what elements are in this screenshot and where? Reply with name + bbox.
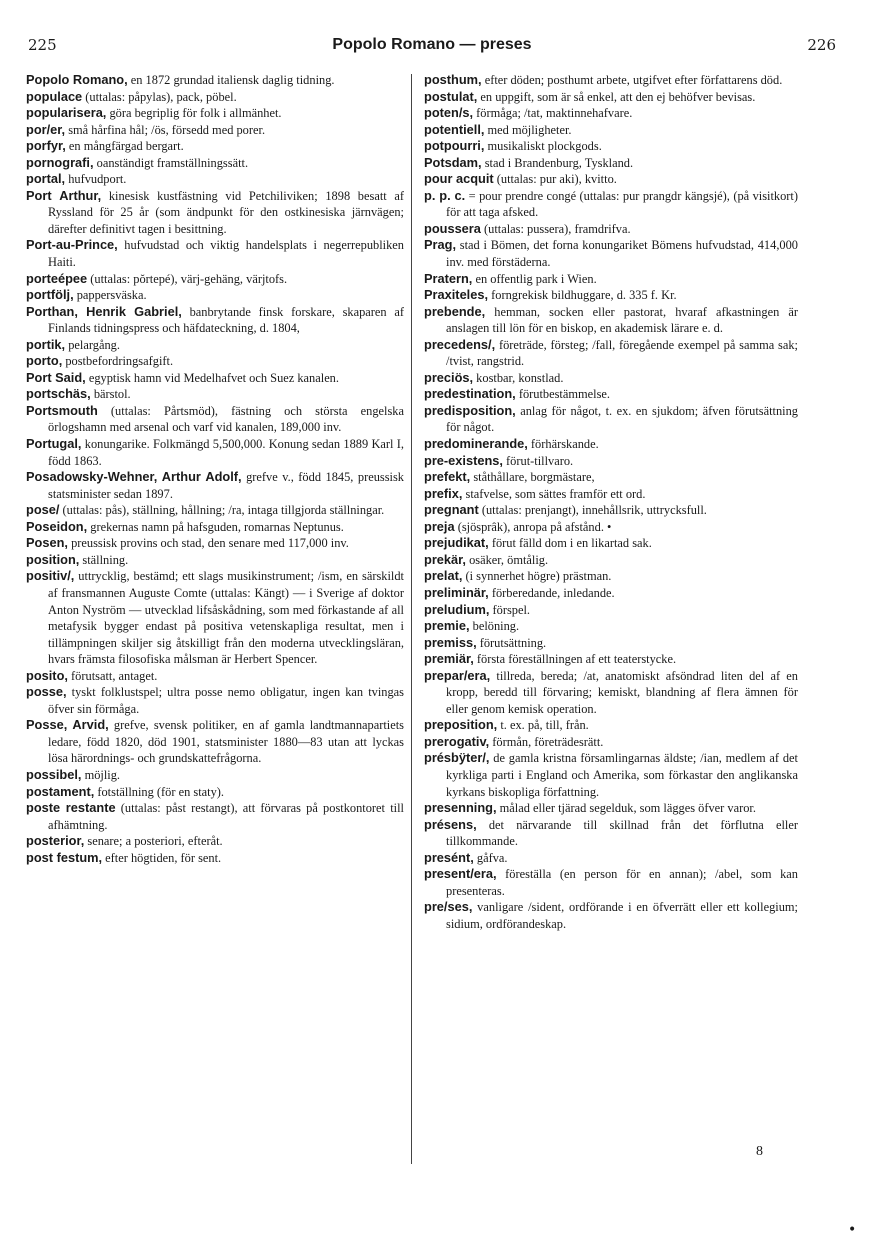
entry-headword: presént, bbox=[424, 849, 474, 865]
entry-headword: porteépee bbox=[26, 270, 88, 286]
entry-definition: möjlig. bbox=[81, 767, 121, 782]
dictionary-entry bbox=[424, 486, 798, 503]
entry-headword: predominerande, bbox=[424, 436, 528, 452]
entry-headword: pornografi, bbox=[26, 154, 94, 170]
entry-headword: preja bbox=[424, 518, 455, 534]
entry-headword: predisposition, bbox=[424, 402, 516, 418]
page-title: Popolo Romano — preses bbox=[332, 36, 532, 53]
dictionary-entry bbox=[26, 337, 404, 354]
dictionary-entry bbox=[424, 635, 798, 652]
entry-definition: företräde, försteg; /fall, föregående exempel på samma sak; /tvist, rangstrid. bbox=[446, 337, 798, 369]
dictionary-entry bbox=[26, 767, 404, 784]
entry-headword: populace bbox=[26, 88, 83, 104]
dictionary-entry bbox=[26, 850, 404, 867]
dictionary-entry bbox=[26, 122, 404, 139]
entry-headword: poste restante bbox=[26, 800, 116, 816]
entry-definition: stad i Brandenburg, Tyskland. bbox=[481, 155, 634, 170]
entry-headword: poten/s, bbox=[424, 105, 474, 121]
entry-headword: popularisera, bbox=[26, 105, 107, 121]
entry-definition: (sjösprâk), anropa på afstånd. • bbox=[454, 519, 612, 534]
entry-definition: (uttalas: pŏrtepé), värj-gehäng, värjtofs. bbox=[87, 271, 288, 286]
dictionary-entry bbox=[26, 72, 404, 89]
entry-definition: ställning. bbox=[79, 552, 129, 567]
dictionary-entry bbox=[424, 237, 798, 270]
entry-definition: förmåga; /tat, maktinnehafvare. bbox=[473, 106, 633, 121]
entry-headword: premie, bbox=[424, 618, 470, 634]
dictionary-entry bbox=[26, 535, 404, 552]
entry-headword: pregnant bbox=[424, 502, 479, 518]
entry-headword: pose/ bbox=[26, 502, 60, 518]
dictionary-entry bbox=[26, 800, 404, 833]
entry-headword: porfyr, bbox=[26, 138, 66, 154]
entry-definition: stafvelse, som sättes framför ett ord. bbox=[462, 486, 646, 501]
entry-headword: possibel, bbox=[26, 766, 82, 782]
entry-headword: Praxiteles, bbox=[424, 287, 489, 303]
dictionary-entry bbox=[26, 568, 404, 667]
dictionary-entry bbox=[26, 353, 404, 370]
dictionary-entry bbox=[26, 436, 404, 469]
dictionary-entry bbox=[26, 138, 404, 155]
entry-definition: med möjligheter. bbox=[484, 122, 572, 137]
entry-definition: konungarike. Folkmängd 5,500,000. Konung sedan 1889 Karl I, född 1863. bbox=[48, 437, 404, 468]
entry-definition: föreställa (en person för en annan); /abel, som kan presenteras. bbox=[446, 867, 798, 898]
entry-headword: posito, bbox=[26, 667, 68, 683]
entry-headword: prebende, bbox=[424, 303, 486, 319]
entry-definition: förut fälld dom i en likartad sak. bbox=[488, 536, 652, 551]
entry-headword: Portsmouth bbox=[26, 402, 98, 418]
dictionary-entry bbox=[424, 89, 798, 106]
dictionary-entry bbox=[424, 138, 798, 155]
column-divider bbox=[411, 74, 412, 1164]
entry-definition: små hårfina hål; /ös, försedd med porer. bbox=[65, 122, 266, 137]
right-page-number: 226 bbox=[807, 36, 836, 54]
dictionary-entry bbox=[424, 502, 798, 519]
entry-definition: grekernas namn på hafsguden, romarnas Neptunus. bbox=[87, 519, 344, 534]
entry-definition: förut-tillvaro. bbox=[502, 453, 574, 468]
entry-definition: musikaliskt plockgods. bbox=[484, 139, 602, 154]
dictionary-entry bbox=[26, 403, 404, 436]
entry-headword: prefekt, bbox=[424, 469, 471, 485]
dictionary-entry bbox=[26, 287, 404, 304]
dictionary-entry bbox=[26, 105, 404, 122]
entry-headword: present/era, bbox=[424, 866, 497, 882]
dictionary-entry bbox=[424, 734, 798, 751]
dictionary-entry bbox=[26, 155, 404, 172]
dictionary-entry bbox=[424, 469, 798, 486]
dictionary-entry bbox=[424, 866, 798, 899]
entry-headword: por/er, bbox=[26, 121, 66, 137]
entry-definition: en 1872 grundad italiensk daglig tidning. bbox=[127, 73, 335, 87]
entry-headword: Poseidon, bbox=[26, 518, 88, 534]
dictionary-entry bbox=[424, 552, 798, 569]
entry-definition: förmån, företrädesrätt. bbox=[489, 734, 604, 749]
entry-headword: pour acquit bbox=[424, 171, 494, 187]
entry-headword: Port-au-Prince, bbox=[26, 237, 118, 253]
entry-definition: grefve, svensk politiker, en af gamla landtmannapartiets ledare, född 1820, död 1901, statsminister 1880—83 utan att lyckas lösa härordnings- och grundskattefrågorna. bbox=[48, 718, 404, 766]
entry-headword: presenning, bbox=[424, 800, 497, 816]
entry-definition: hufvudstad och viktig handelsplats i negerrepubliken Haiti. bbox=[48, 238, 404, 270]
entry-definition: (i synnerhet högre) prästman. bbox=[462, 569, 612, 584]
entry-definition: banbrytande finsk forskare, skaparen af Finlands tidningspress och häfdateckning, d. 1804, bbox=[48, 304, 404, 336]
entry-definition: fotställning (för en staty). bbox=[94, 784, 224, 799]
dictionary-entry bbox=[424, 386, 798, 403]
entry-definition: en uppgift, som är så enkel, att den ej behöfver bevisas. bbox=[477, 89, 756, 104]
entry-definition: postbefordringsafgift. bbox=[62, 354, 174, 369]
entry-headword: premiss, bbox=[424, 634, 477, 650]
entry-headword: prelat, bbox=[424, 568, 463, 584]
dictionary-entry bbox=[26, 833, 404, 850]
entry-definition: förspel. bbox=[489, 602, 531, 617]
entry-definition: gåfva. bbox=[473, 850, 508, 865]
dictionary-entry bbox=[424, 403, 798, 436]
entry-definition: förutsatt, antaget. bbox=[67, 668, 158, 683]
entry-definition: egyptisk hamn vid Medelhafvet och Suez kanalen. bbox=[85, 370, 339, 385]
entry-headword: potpourri, bbox=[424, 138, 485, 154]
entry-headword: prekär, bbox=[424, 551, 466, 567]
entry-definition: stad i Bömen, det forna konungariket Bömens hufvudstad, 414,000 inv. med förstäderna. bbox=[446, 238, 798, 270]
dictionary-entry bbox=[424, 535, 798, 552]
page-mark: • bbox=[848, 1222, 857, 1238]
signature-number: 8 bbox=[756, 1144, 763, 1159]
entry-definition: belöning. bbox=[469, 619, 520, 634]
entry-headword: preliminär, bbox=[424, 584, 489, 600]
entry-headword: pre/ses, bbox=[424, 899, 473, 915]
dictionary-entry bbox=[424, 750, 798, 800]
entry-headword: poussera bbox=[424, 220, 481, 236]
entry-headword: Portugal, bbox=[26, 436, 82, 452]
entry-definition: bärstol. bbox=[90, 387, 131, 402]
entry-definition: pappersväska. bbox=[73, 288, 147, 303]
entry-definition: senare; a posteriori, efteråt. bbox=[84, 834, 223, 849]
dictionary-entry bbox=[424, 370, 798, 387]
left-column bbox=[26, 72, 404, 866]
dictionary-entry bbox=[424, 817, 798, 850]
entry-definition: ståthållare, borgmästare, bbox=[470, 470, 595, 485]
entry-headword: potentiell, bbox=[424, 121, 485, 137]
entry-headword: posterior, bbox=[26, 833, 85, 849]
entry-headword: porto, bbox=[26, 353, 63, 369]
entry-definition: pelargång. bbox=[65, 337, 120, 352]
entry-definition: hemman, socken eller pastorat, hvaraf afkastningen är anslagen till lön för en biskop, en akademisk lärare e. d. bbox=[446, 304, 798, 336]
entry-definition: uttrycklig, bestämd; ett slags musikinstrument; /ism, en särskildt af fransmannen Auguste Comte (uttalas: Kängt) — i Sverige af doktor Anton Nyström — utvecklad lifsåskådning, som med förkastande af all metafysik bygger endast på positiva vetenskapliga resultat, men i tillämpningen skiljer sig åtskilligt från den moderna utvecklingsläran, hvars främsta filosofiska målsman är Herbert Spencer. bbox=[48, 569, 404, 667]
entry-headword: p. p. c. bbox=[424, 187, 466, 203]
dictionary-entry bbox=[424, 337, 798, 370]
dictionary-entry bbox=[26, 171, 404, 188]
entry-definition: en mångfärgad bergart. bbox=[65, 139, 184, 154]
entry-headword: preciös, bbox=[424, 369, 474, 385]
dictionary-entry bbox=[424, 122, 798, 139]
page-header bbox=[28, 36, 836, 58]
entry-headword: présbÿter/, bbox=[424, 750, 490, 766]
dictionary-entry bbox=[424, 155, 798, 172]
dictionary-entry bbox=[424, 287, 798, 304]
entry-definition: göra begriplig för folk i allmänhet. bbox=[106, 106, 282, 121]
entry-headword: portal, bbox=[26, 171, 66, 187]
dictionary-entry bbox=[424, 668, 798, 718]
dictionary-entry bbox=[424, 717, 798, 734]
dictionary-entry bbox=[26, 469, 404, 502]
dictionary-entry bbox=[424, 800, 798, 817]
entry-definition: kinesisk kustfästning vid Petchiliviken; 1898 besatt af Ryssland för 25 år (som ändpunkt för den ostkinesiska järnvägen; därefter definitivt tagen i besittning. bbox=[48, 188, 404, 236]
entry-definition: en offentlig park i Wien. bbox=[472, 271, 597, 286]
entry-definition: förutsättning. bbox=[476, 635, 547, 650]
entry-definition: grefve v., född 1845, preussisk statsminister sedan 1897. bbox=[48, 470, 404, 501]
entry-headword: position, bbox=[26, 551, 80, 567]
dictionary-entry bbox=[424, 436, 798, 453]
dictionary-entry bbox=[424, 568, 798, 585]
entry-definition: kostbar, konstlad. bbox=[473, 370, 564, 385]
entry-definition: (uttalas: påpylas), pack, pöbel. bbox=[82, 89, 237, 104]
dictionary-entry bbox=[424, 105, 798, 122]
entry-headword: premiär, bbox=[424, 651, 474, 667]
dictionary-entry bbox=[26, 519, 404, 536]
entry-definition: (uttalas: pås), ställning, hållning; /ra, intaga tillgjorda ställningar. bbox=[59, 503, 385, 518]
entry-definition: målad eller tjärad segelduk, som lägges öfver varor. bbox=[496, 801, 756, 816]
dictionary-entry bbox=[424, 519, 798, 536]
entry-definition: anlag för något, t. ex. en sjukdom; äfven förutsättning för något. bbox=[446, 403, 798, 435]
entry-definition: första föreställningen af ett teaterstycke. bbox=[473, 652, 677, 667]
entry-definition: förberedande, inledande. bbox=[488, 585, 615, 600]
dictionary-entry bbox=[26, 304, 404, 337]
entry-definition: förhärskande. bbox=[527, 437, 599, 452]
entry-headword: portik, bbox=[26, 336, 66, 352]
dictionary-entry bbox=[26, 188, 404, 238]
dictionary-entry bbox=[424, 271, 798, 288]
dictionary-entry bbox=[26, 89, 404, 106]
dictionary-entry bbox=[424, 171, 798, 188]
entry-definition: tillreda, bereda; /at, anatomiskt afsöndrad liten del af en kropp, beredd till förvaring; kemiskt, blandning af flera ämnen för eller genom kemisk operation. bbox=[446, 668, 798, 716]
entry-definition: de gamla kristna församlingarnas äldste; /ian, medlem af det kyrkliga parti i England och Amerika, som förkastar den anglikanska kyrkans biskopliga författning. bbox=[446, 751, 798, 799]
entry-headword: post festum, bbox=[26, 849, 103, 865]
entry-definition: förutbestämmelse. bbox=[515, 387, 611, 402]
entry-headword: posse, bbox=[26, 684, 67, 700]
entry-definition: (uttalas: prenjangt), innehållsrik, uttrycksfull. bbox=[478, 503, 707, 518]
dictionary-entry bbox=[26, 502, 404, 519]
entry-definition: (uttalas: Pårtsmöd), fästning och största engelska örlogshamn med arsenal och varf vid kanalen, 189,000 inv. bbox=[48, 403, 404, 435]
entry-headword: Pratern, bbox=[424, 270, 473, 286]
entry-definition: vanligare /sident, ordförande i en öfverrätt eller ett kollegium; sidium, ordförandeskap. bbox=[446, 900, 798, 931]
entry-definition: hufvudport. bbox=[65, 172, 127, 187]
entry-headword: Popolo Romano, bbox=[26, 72, 128, 87]
entry-headword: postulat, bbox=[424, 88, 478, 104]
dictionary-entry bbox=[424, 899, 798, 932]
entry-headword: portfölj, bbox=[26, 287, 74, 303]
dictionary-entry bbox=[26, 784, 404, 801]
entry-headword: Posse, Arvid, bbox=[26, 717, 109, 733]
entry-headword: portschäs, bbox=[26, 386, 91, 402]
entry-headword: Porthan, Henrik Gabriel, bbox=[26, 303, 182, 319]
entry-headword: preposition, bbox=[424, 717, 498, 733]
entry-headword: Posadowsky-Wehner, Arthur Adolf, bbox=[26, 469, 242, 485]
dictionary-entry bbox=[424, 304, 798, 337]
dictionary-entry bbox=[26, 386, 404, 403]
entry-headword: Potsdam, bbox=[424, 154, 482, 170]
entry-definition: (uttalas: påst restangt), att förvaras på postkontoret till afhämtning. bbox=[48, 801, 404, 832]
left-page-number: 225 bbox=[28, 36, 57, 54]
dictionary-entry bbox=[424, 585, 798, 602]
entry-definition: oanständigt framställningssätt. bbox=[93, 155, 249, 170]
entry-headword: positiv/, bbox=[26, 568, 75, 584]
dictionary-entry bbox=[424, 651, 798, 668]
entry-headword: posthum, bbox=[424, 72, 482, 87]
dictionary-entry bbox=[26, 271, 404, 288]
dictionary-entry bbox=[26, 370, 404, 387]
dictionary-entry bbox=[424, 188, 798, 221]
entry-headword: Prag, bbox=[424, 237, 457, 253]
entry-definition: forngrekisk bildhuggare, d. 335 f. Kr. bbox=[488, 288, 677, 303]
entry-headword: prerogativ, bbox=[424, 733, 490, 749]
entry-headword: preludium, bbox=[424, 601, 490, 617]
dictionary-entry bbox=[26, 237, 404, 270]
dictionary-entry bbox=[26, 684, 404, 717]
dictionary-entry bbox=[424, 618, 798, 635]
entry-definition: det närvarande till skillnad från det förflutna eller tillkommande. bbox=[446, 817, 798, 849]
entry-headword: prejudikat, bbox=[424, 535, 489, 551]
entry-definition: (uttalas: pussera), framdrifva. bbox=[480, 221, 631, 236]
entry-definition: = pour prendre congé (uttalas: pur prangdr kängsjé), (på visitkort) för att taga afsked. bbox=[446, 188, 799, 220]
entry-definition: preussisk provins och stad, den senare med 117,000 inv. bbox=[67, 536, 349, 551]
dictionary-entry bbox=[26, 717, 404, 767]
entry-definition: (uttalas: pur aki), kvitto. bbox=[493, 172, 617, 187]
entry-headword: présens, bbox=[424, 816, 477, 832]
entry-headword: Posen, bbox=[26, 535, 68, 551]
right-column bbox=[424, 72, 798, 932]
dictionary-entry bbox=[424, 602, 798, 619]
entry-definition: osäker, ömtålig. bbox=[465, 552, 549, 567]
entry-headword: prefix, bbox=[424, 485, 463, 501]
dictionary-entry bbox=[424, 72, 798, 89]
entry-headword: pre-existens, bbox=[424, 452, 503, 468]
dictionary-entry bbox=[26, 552, 404, 569]
dictionary-entry bbox=[26, 668, 404, 685]
entry-headword: Port Arthur, bbox=[26, 187, 102, 203]
dictionary-entry bbox=[424, 453, 798, 470]
entry-definition: tyskt folklustspel; ultra posse nemo obligatur, ingen kan tvingas öfver sin förmåga. bbox=[48, 685, 404, 716]
entry-headword: prepar/era, bbox=[424, 667, 491, 683]
entry-definition: t. ex. på, till, från. bbox=[497, 718, 589, 733]
entry-definition: efter högtiden, för sent. bbox=[102, 850, 222, 865]
entry-headword: postament, bbox=[26, 783, 95, 799]
entry-headword: predestination, bbox=[424, 386, 516, 402]
entry-headword: Port Said, bbox=[26, 369, 86, 385]
entry-headword: precedens/, bbox=[424, 336, 496, 352]
dictionary-entry bbox=[424, 850, 798, 867]
entry-definition: efter döden; posthumt arbete, utgifvet efter författarens död. bbox=[481, 73, 783, 87]
dictionary-entry bbox=[424, 221, 798, 238]
